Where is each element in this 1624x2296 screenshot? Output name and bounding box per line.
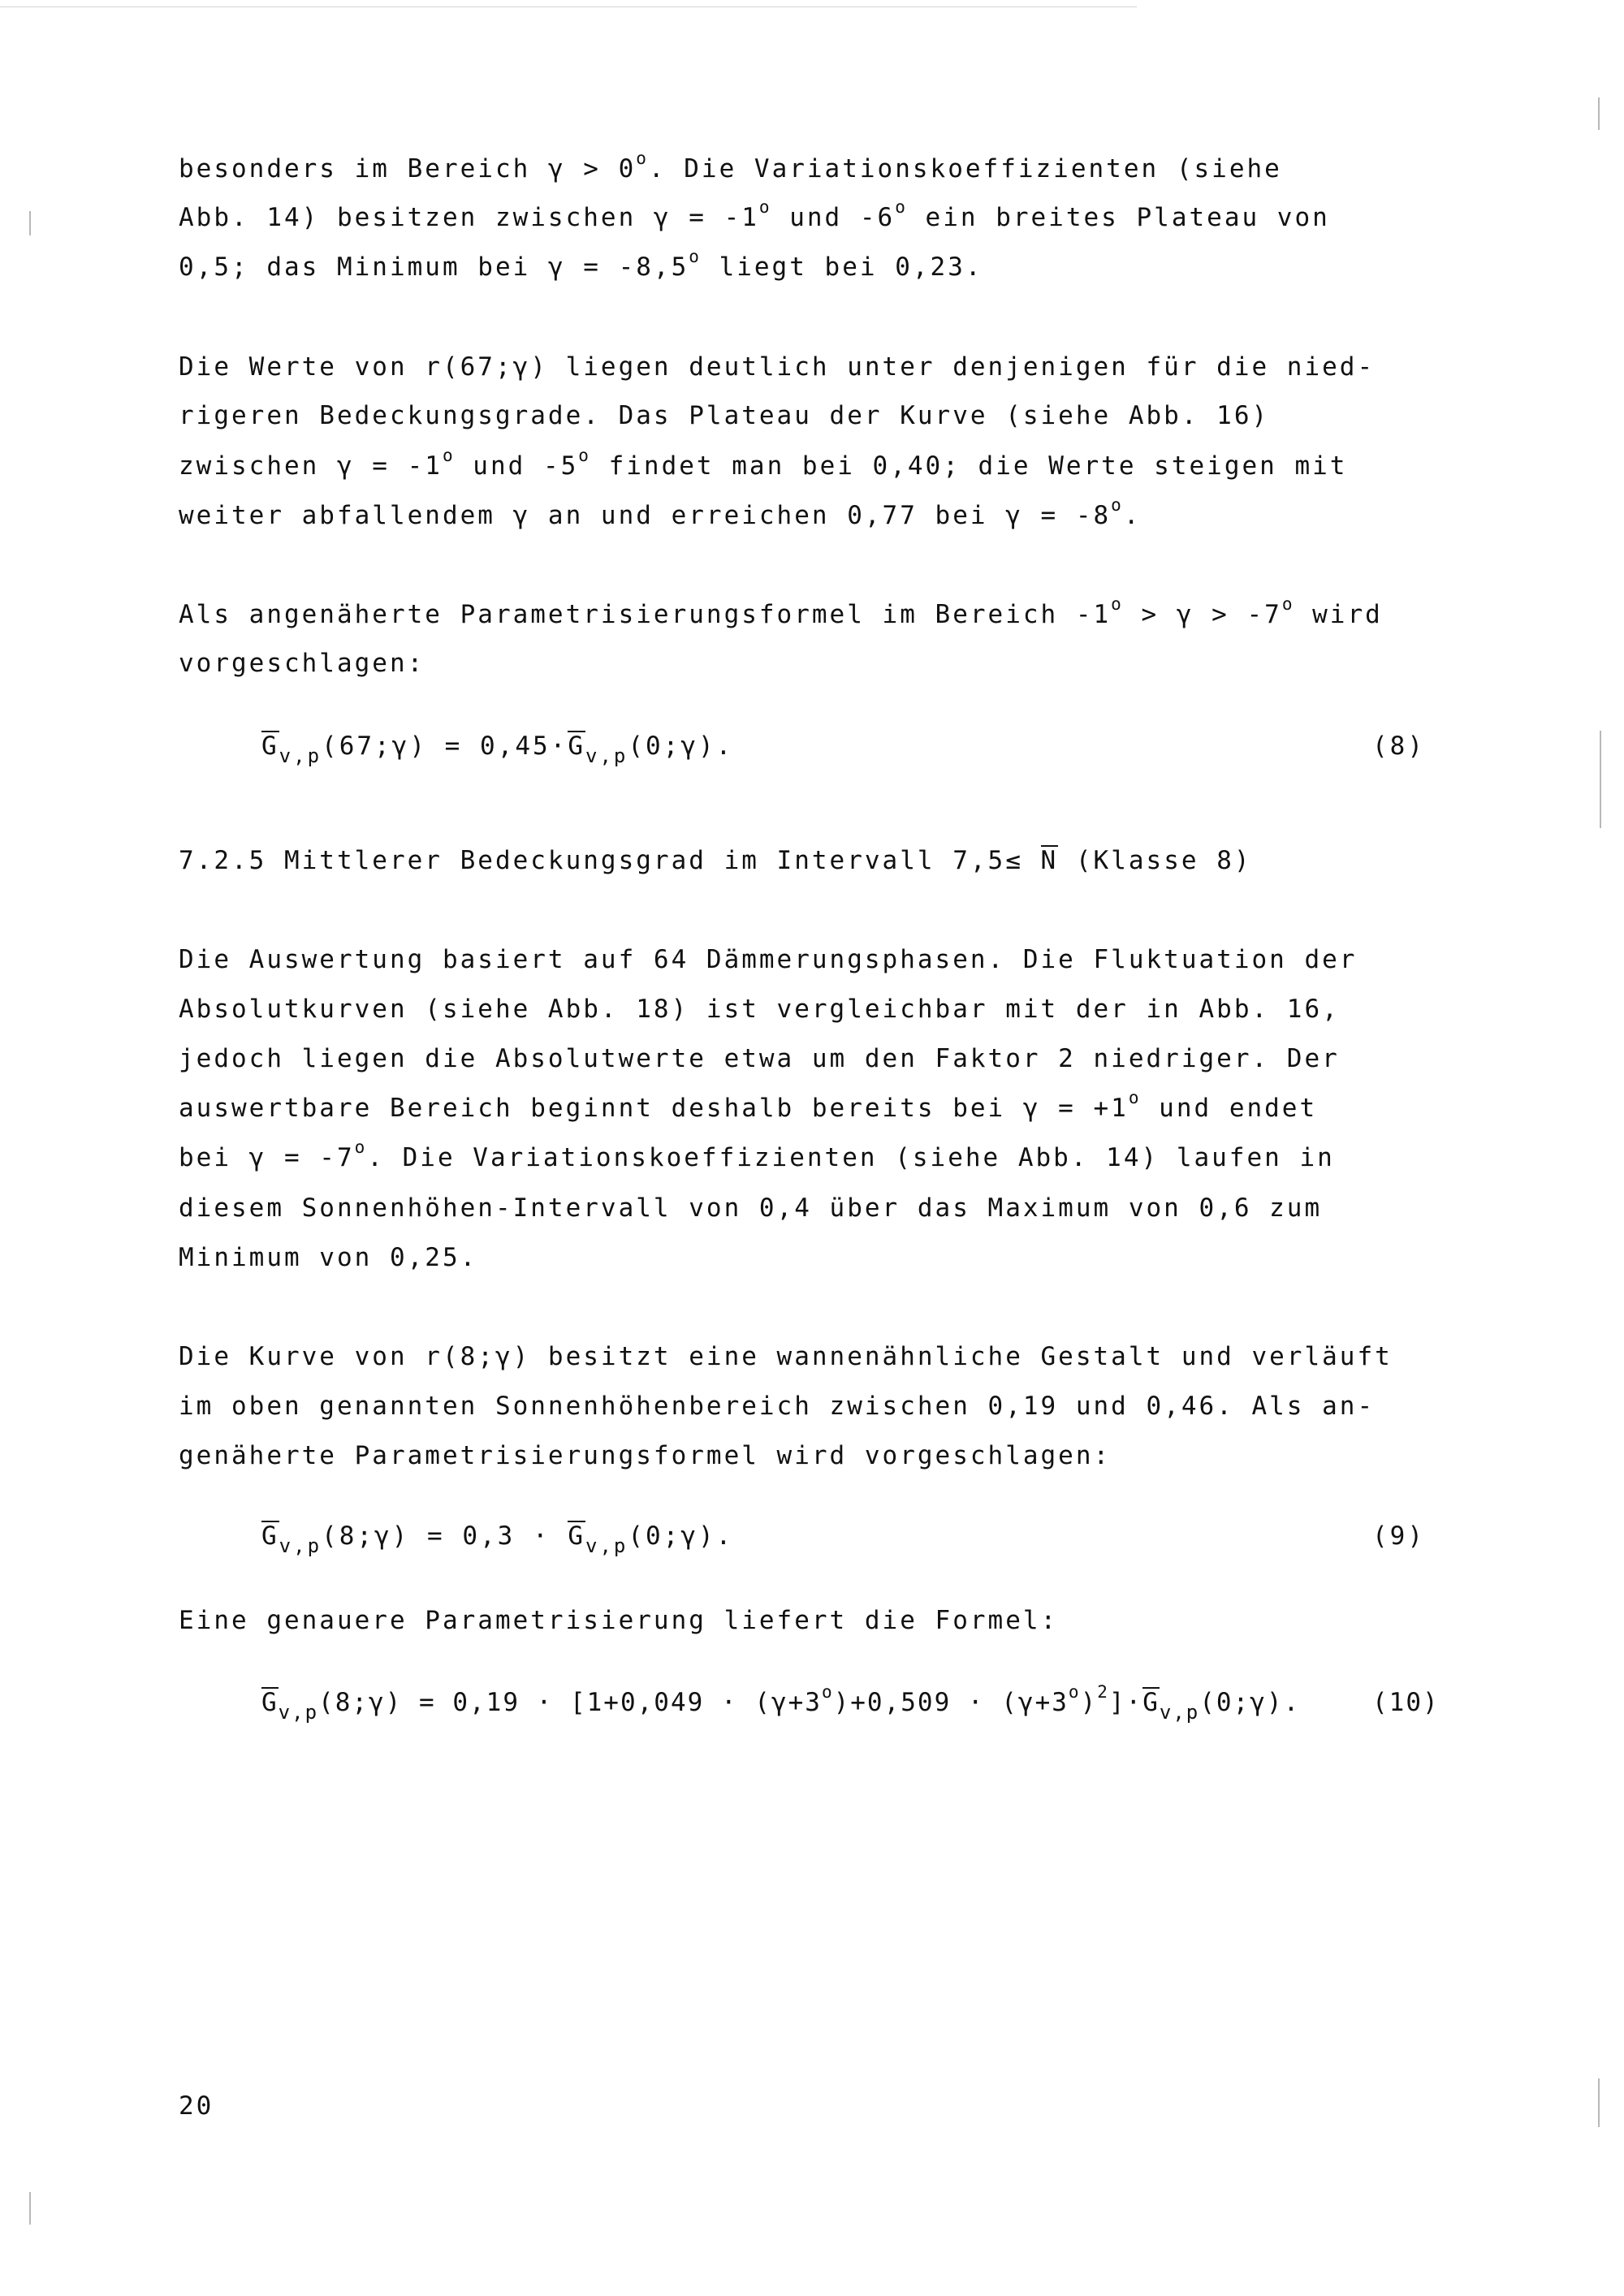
top-scan-edge — [0, 6, 1137, 7]
scan-edge-mark — [29, 2192, 31, 2225]
paragraph-5-line-2: im oben genannten Sonnenhöhenbereich zwischen 0,19 und 0,46. Als an- — [179, 1392, 1376, 1421]
equation-8: $G_{v,p}(67;\gamma)$ = $0,45\cdot G_{v,p}(0;\gamma)$. — [261, 732, 734, 767]
scan-edge-mark — [1598, 97, 1600, 130]
leq-symbol: ≤ — [1005, 846, 1023, 875]
overline-g: G — [1142, 1688, 1160, 1717]
paragraph-3-line-2: vorgeschlagen: — [179, 649, 425, 678]
scan-edge-mark — [1600, 731, 1601, 828]
paragraph-3-line-1: Als angenäherte Parametrisierungsformel im Bereich $-1^o > \gamma > -7^o$ wird — [179, 594, 1383, 629]
paragraph-4-line-7: Minimum von 0,25. — [179, 1243, 478, 1272]
overline-g: G — [261, 1688, 279, 1717]
scan-edge-mark — [29, 211, 31, 235]
paragraph-4-line-3: jedoch liegen die Absolutwerte etwa um den Faktor 2 niedriger. Der — [179, 1044, 1340, 1073]
paragraph-2-line-4: weiter abfallendem γ an und erreichen 0,77 bei $\gamma = -8^o$. — [179, 495, 1142, 530]
equation-9: $G_{v,p}(8;\gamma) = 0,3$ · $G_{v,p}(0;\gamma)$. — [261, 1521, 734, 1557]
overline-g: G — [261, 732, 279, 761]
equation-number-9: (9) — [1372, 1521, 1425, 1551]
section-heading-7-2-5: 7.2.5 Mittlerer Bedeckungsgrad im Intervall 7,5≤ N (Klasse 8) — [179, 846, 1252, 875]
paragraph-5-line-3: genäherte Parametrisierungsformel wird vorgeschlagen: — [179, 1441, 1112, 1470]
paragraph-1-line-1: besonders im Bereich $\gamma > 0^o$. Die Variationskoeffizienten (siehe — [179, 149, 1282, 183]
paragraph-1-line-3: 0,5; das Minimum bei $\gamma = -8,5^o$ liegt bei 0,23. — [179, 247, 983, 282]
overline-g: G — [261, 1521, 279, 1551]
equation-number-8: (8) — [1372, 732, 1425, 761]
paragraph-2-line-3: zwischen $\gamma = -1^o$ und -5$^o$ findet man bei 0,40; die Werte steigen mit — [179, 446, 1348, 481]
paragraph-4-line-5: bei $\gamma = -7^o$. Die Variationskoeffizienten (siehe Abb. 14) laufen in — [179, 1137, 1335, 1172]
overline-g: G — [568, 1521, 585, 1551]
paragraph-4-line-4: auswertbare Bereich beginnt deshalb bereits bei $\gamma = +1^o$ und endet — [179, 1088, 1318, 1123]
paragraph-1-line-2: Abb. 14) besitzen zwischen $\gamma = -1^o$ und -6$^o$ ein breites Plateau von — [179, 197, 1330, 232]
paragraph-4-line-2: Absolutkurven (siehe Abb. 18) ist vergleichbar mit der in Abb. 16, — [179, 995, 1340, 1024]
equation-10: $G_{v,p}(8;\gamma) = 0,19 \cdot [1+0,049 \cdot (\gamma+3^o)+0,509$ · $(\gamma+3^o)^2]\cdot G_{v,p}(0;\gamma)$. — [261, 1682, 1301, 1724]
paragraph-2-line-1: Die Werte von r(67;γ) liegen deutlich unter denjenigen für die nied- — [179, 352, 1376, 382]
overline-g: G — [568, 732, 585, 761]
paragraph-5-line-1: Die Kurve von r(8;γ) besitzt eine wannenähnliche Gestalt und verläuft — [179, 1342, 1393, 1371]
overline-n: N — [1040, 846, 1059, 875]
paragraph-6-line-1: Eine genauere Parametrisierung liefert die Formel: — [179, 1606, 1059, 1635]
equation-number-10: (10) — [1372, 1688, 1440, 1717]
scan-edge-mark — [1598, 2078, 1600, 2127]
paragraph-2-line-2: rigeren Bedeckungsgrade. Das Plateau der Kurve (siehe Abb. 16) — [179, 401, 1270, 430]
paragraph-4-line-1: Die Auswertung basiert auf 64 Dämmerungsphasen. Die Fluktuation der — [179, 945, 1358, 974]
paragraph-4-line-6: diesem Sonnenhöhen-Intervall von 0,4 über das Maximum von 0,6 zum — [179, 1193, 1323, 1223]
page-number: 20 — [179, 2091, 214, 2121]
